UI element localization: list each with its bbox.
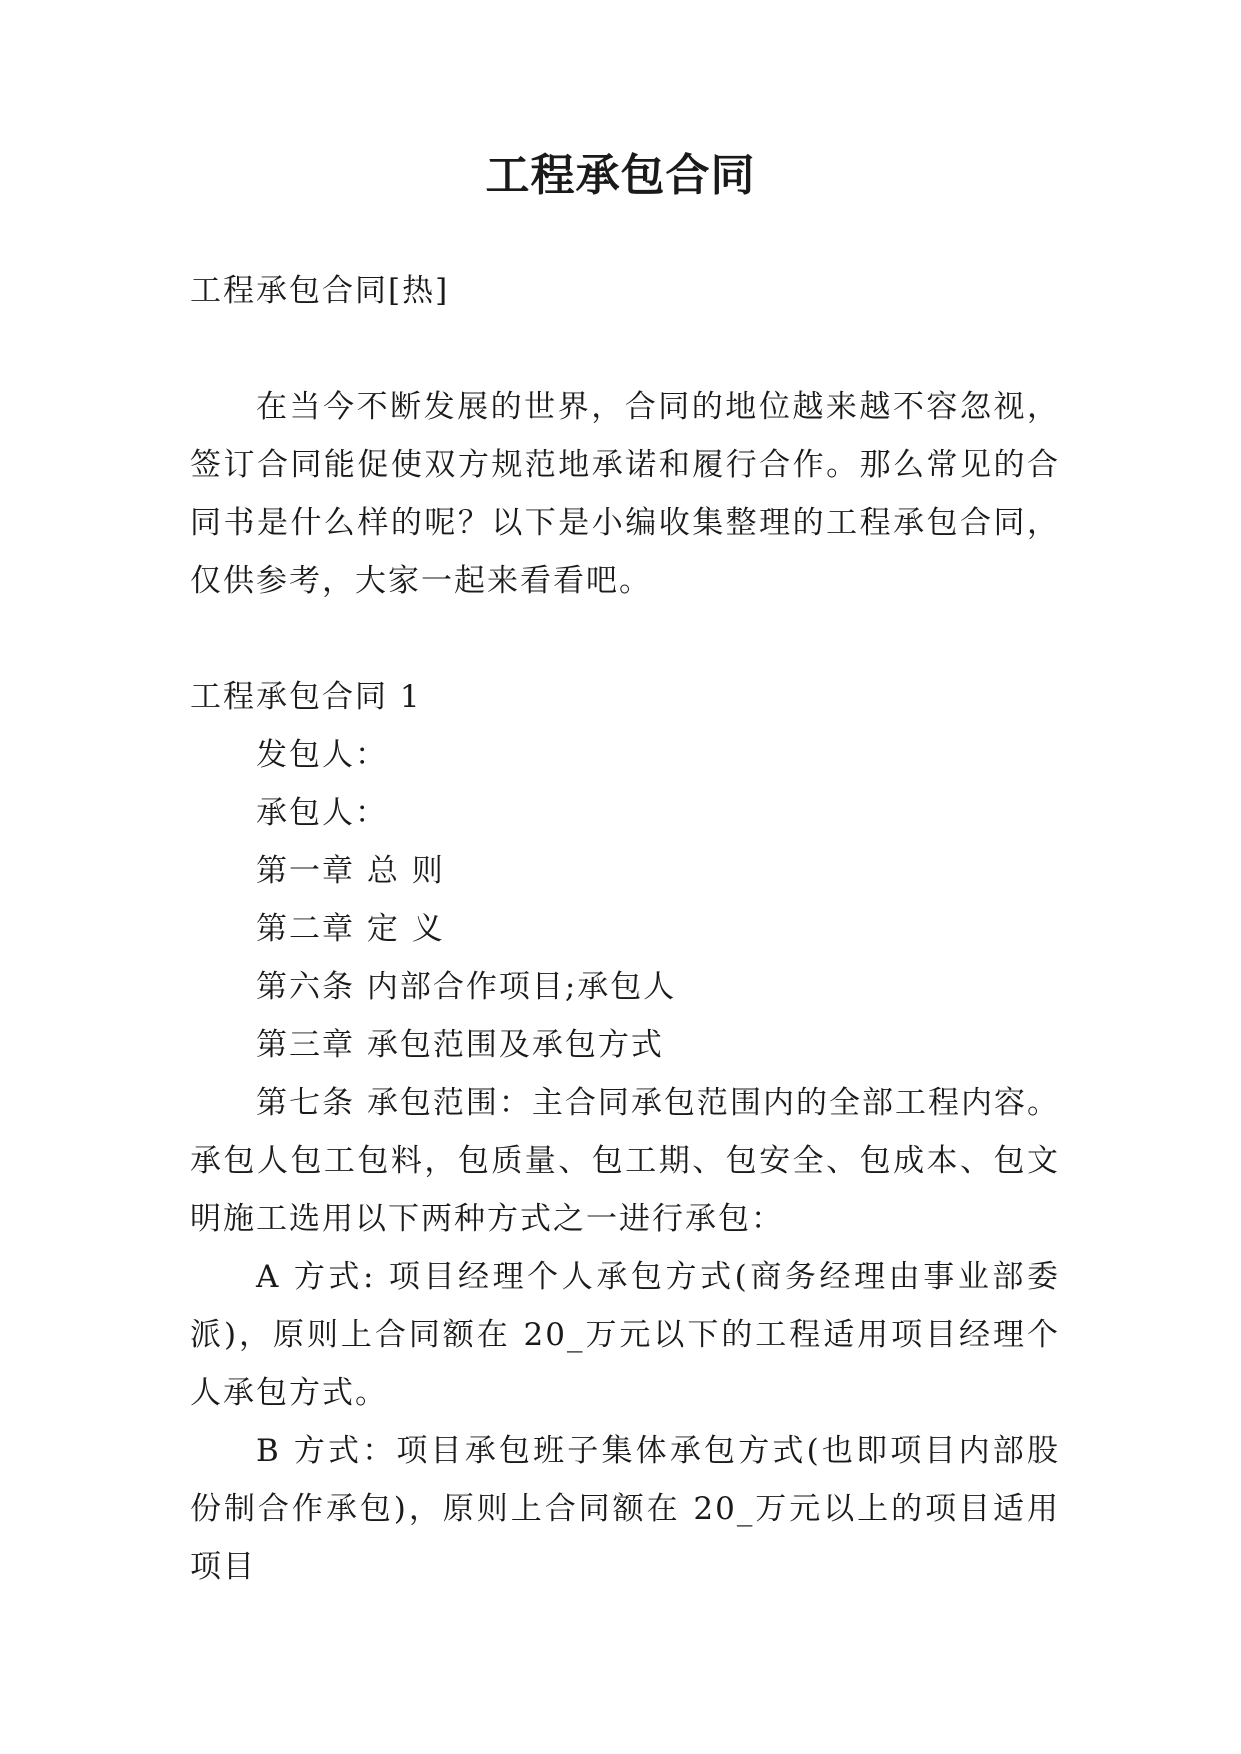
method-b-paragraph: B 方式：项目承包班子集体承包方式(也即项目内部股份制合作承包)，原则上合同额在 20_万元以上的项目适用项目 xyxy=(190,1433,1060,1585)
document-title: 工程承包合同 xyxy=(485,150,756,201)
document-subtitle: 工程承包合同[热] xyxy=(190,273,450,309)
party-b-line: 承包人： xyxy=(256,795,388,831)
article-7-paragraph: 第七条 承包范围：主合同承包范围内的全部工程内容。承包人包工包料，包质量、包工期、包安全、包成本、包文明施工选用以下两种方式之一进行承包： xyxy=(190,1085,1060,1237)
chapter-3-heading: 第三章 承包范围及承包方式 xyxy=(256,1027,664,1063)
document-body xyxy=(190,262,1060,1596)
chapter-1-heading: 第一章 总 则 xyxy=(256,853,445,889)
chapter-2-heading: 第二章 定 义 xyxy=(256,911,445,947)
method-a-paragraph: A 方式: 项目经理个人承包方式(商务经理由事业部委派)，原则上合同额在 20_万元以下的工程适用项目经理个人承包方式。 xyxy=(190,1259,1060,1411)
article-6-line: 第六条 内部合作项目;承包人 xyxy=(256,969,677,1005)
section-heading: 工程承包合同 1 xyxy=(190,679,422,715)
intro-paragraph: 在当今不断发展的世界，合同的地位越来越不容忽视，签订合同能促使双方规范地承诺和履行合作。那么常见的合同书是什么样的呢？以下是小编收集整理的工程承包合同，仅供参考，大家一起来看看吧。 xyxy=(190,389,1060,599)
party-a-line: 发包人： xyxy=(256,737,388,773)
